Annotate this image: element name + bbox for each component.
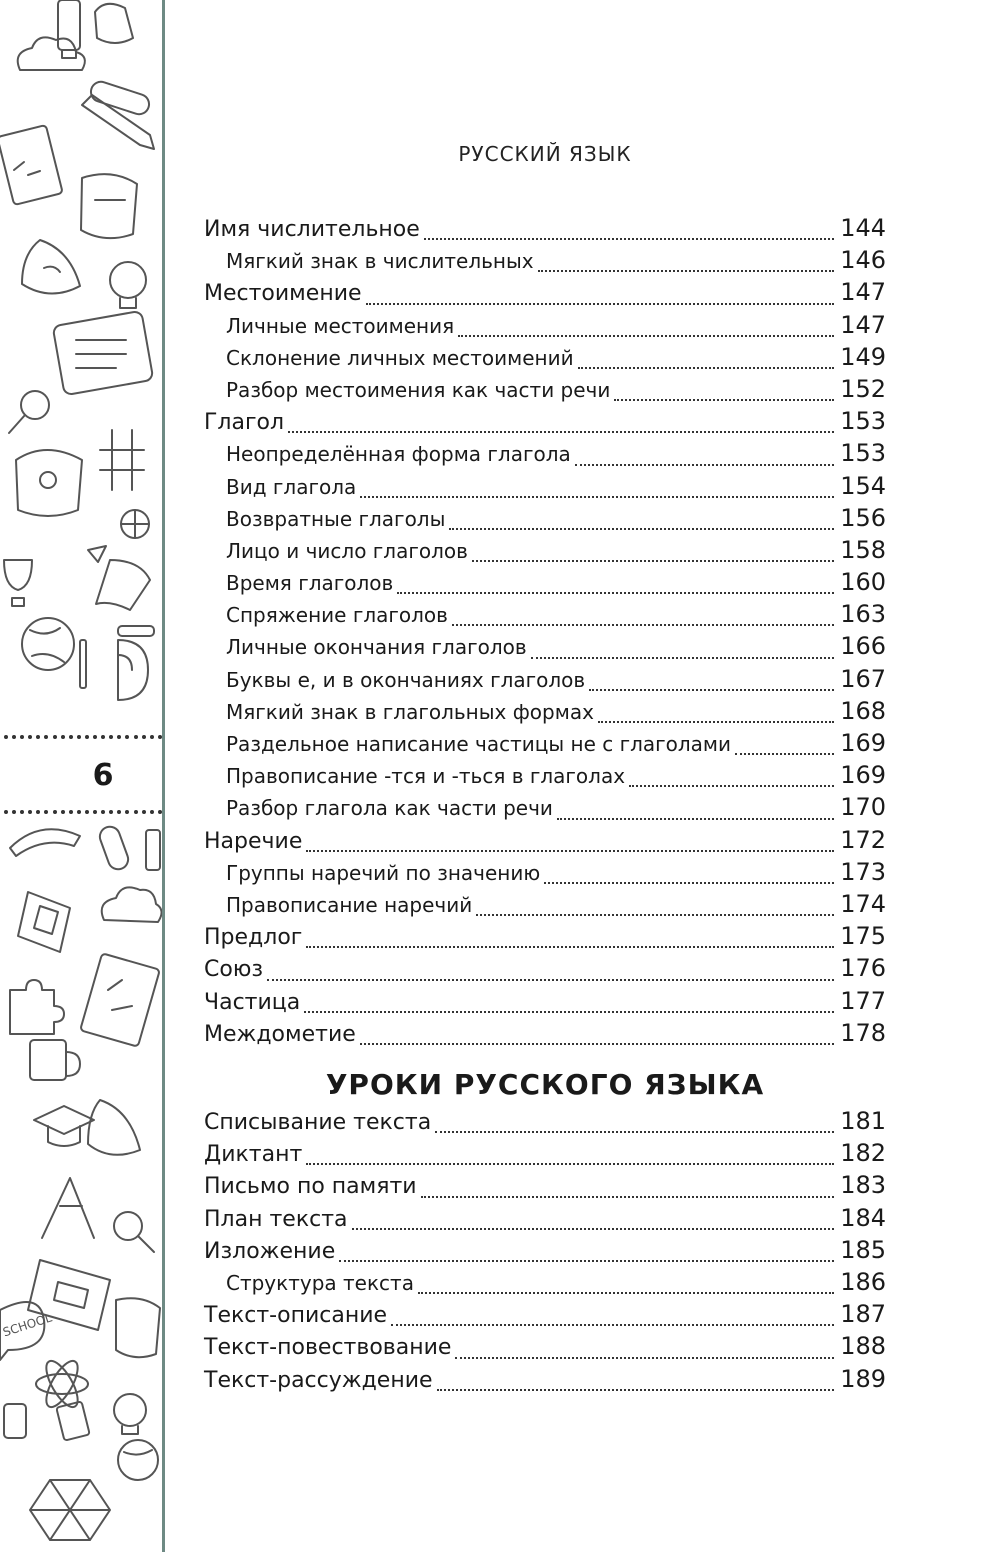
toc-entry-page: 188 <box>840 1332 886 1361</box>
sidebar-border <box>162 0 165 1552</box>
toc-leader-dots <box>589 687 834 691</box>
toc-entry-title: Междометие <box>204 1021 356 1047</box>
toc-entry-page: 167 <box>840 664 886 693</box>
toc-entry-page: 172 <box>840 825 886 854</box>
toc-leader-dots <box>476 912 834 916</box>
toc-leader-dots <box>352 1226 835 1230</box>
toc-leader-dots <box>366 301 834 305</box>
doodle-bulb-2-icon <box>114 1394 146 1434</box>
toc-entry-title: Мягкий знак в глагольных формах <box>226 699 594 724</box>
doodle-magnifier-icon <box>9 391 49 433</box>
toc-leader-dots <box>538 268 834 272</box>
doodle-backpack-3-icon <box>116 1298 160 1357</box>
doodle-ruler-icon <box>80 640 86 688</box>
doodle-trophy-icon <box>4 560 32 606</box>
toc-entry <box>204 214 886 246</box>
toc-entry <box>204 311 886 343</box>
doodle-cloud-2-icon <box>102 887 162 922</box>
toc-leader-dots <box>437 1387 834 1391</box>
toc-entry-page: 181 <box>840 1107 886 1135</box>
doodle-cube-icon <box>30 1480 110 1540</box>
doodle-sharpener-icon <box>4 1404 26 1438</box>
toc-leader-dots <box>449 526 834 530</box>
toc-leader-dots <box>452 622 834 626</box>
doodle-atom-icon <box>36 1356 88 1411</box>
doodle-tablet-icon <box>53 311 154 396</box>
toc-entry-title: Союз <box>204 957 264 983</box>
toc-entry-title: Списывание текста <box>204 1110 432 1135</box>
toc-entry-page: 154 <box>840 471 886 500</box>
toc-entry <box>204 1300 886 1332</box>
toc-entry <box>204 826 886 858</box>
running-head: РУССКИЙ ЯЗЫК <box>458 142 632 166</box>
toc-entry-page: 175 <box>840 922 886 951</box>
toc-entry-title: Время глаголов <box>226 571 394 596</box>
toc-leader-dots <box>339 1258 834 1262</box>
toc-entry-title: Диктант <box>204 1142 303 1168</box>
toc-entry-page: 166 <box>840 632 886 661</box>
toc-main-list <box>204 214 886 1051</box>
toc-entry-title: Текст-рассуждение <box>204 1367 433 1393</box>
doodle-cloud-icon <box>18 37 85 70</box>
dotted-separator-top <box>4 733 162 741</box>
toc-entry-page: 174 <box>840 889 886 918</box>
toc-lessons-list <box>204 1107 886 1397</box>
toc-entry-title: Имя числительное <box>204 217 420 242</box>
toc-entry-page: 168 <box>840 696 886 725</box>
toc-entry-page: 144 <box>840 214 886 242</box>
toc-entry-page: 186 <box>840 1267 886 1296</box>
toc-entry <box>204 600 886 632</box>
toc-entry-title: Текст-повествование <box>204 1335 452 1361</box>
toc-leader-dots <box>421 1194 834 1198</box>
toc-entry-title: Вид глагола <box>226 474 357 499</box>
toc-entry-title: Возвратные глаголы <box>226 506 446 531</box>
toc-entry-page: 173 <box>840 857 886 886</box>
toc-leader-dots <box>455 1355 834 1359</box>
toc-entry <box>204 1139 886 1171</box>
toc-entry-title: Разбор местоимения как части речи <box>226 377 611 402</box>
decorative-sidebar <box>0 0 164 1552</box>
toc-entry-page: 189 <box>840 1364 886 1393</box>
toc-entry-title: Правописание -тся и -ться в глаголах <box>226 764 626 789</box>
toc-entry <box>204 1332 886 1364</box>
toc-leader-dots <box>397 590 834 594</box>
doodle-globe-2-icon <box>118 1440 158 1480</box>
toc-entry-title: Наречие <box>204 828 303 854</box>
toc-entry-title: План текста <box>204 1206 348 1232</box>
toc-entry-title: Разбор глагола как части речи <box>226 796 553 821</box>
toc-entry-page: 183 <box>840 1171 886 1200</box>
doodle-globe-icon <box>22 618 74 670</box>
toc-entry <box>204 439 886 471</box>
doodle-tictactoe-icon <box>100 430 144 490</box>
toc-leader-dots <box>267 977 834 981</box>
toc-entry-page: 169 <box>840 761 886 790</box>
doodle-paper-plane-icon <box>88 546 106 562</box>
doodle-tube-2-icon <box>118 626 154 636</box>
doodle-puzzle-icon <box>10 980 64 1034</box>
toc-entry-title: Предлог <box>204 925 303 951</box>
toc-entry-page: 146 <box>840 246 886 275</box>
toc-leader-dots <box>391 1322 834 1326</box>
toc-entry-page: 153 <box>840 407 886 436</box>
toc-entry <box>204 761 886 793</box>
toc-entry <box>204 536 886 568</box>
toc-entry-page: 169 <box>840 729 886 757</box>
doodle-tube-icon <box>58 0 80 58</box>
doodle-board-2-icon <box>80 953 160 1046</box>
toc-entry-page: 182 <box>840 1139 886 1168</box>
doodle-backpack-2-icon <box>16 450 82 516</box>
toc-leader-dots <box>472 558 834 562</box>
toc-entry-title: Письмо по памяти <box>204 1174 417 1200</box>
toc-entry <box>204 922 886 954</box>
doodle-magnifier-2-icon <box>114 1212 154 1252</box>
toc-entry-title: Текст-описание <box>204 1303 388 1329</box>
toc-entry-page: 160 <box>840 568 886 597</box>
toc-leader-dots <box>306 1161 834 1165</box>
section-heading: УРОКИ РУССКОГО ЯЗЫКА <box>325 1068 765 1101</box>
toc-entry <box>204 793 886 825</box>
toc-leader-dots <box>306 944 834 948</box>
toc-leader-dots <box>614 397 834 401</box>
toc-entry-title: Правописание наречий <box>226 892 473 917</box>
toc-entry <box>204 246 886 278</box>
toc-entry-title: Склонение личных местоимений <box>226 345 574 370</box>
doodle-mug-icon <box>30 1040 80 1080</box>
toc-entry <box>204 375 886 407</box>
toc-entry-title: Структура текста <box>226 1270 414 1295</box>
doodle-book-icon <box>18 892 70 952</box>
doodle-grad-cap-icon <box>34 1106 94 1146</box>
toc-entry-title: Глагол <box>204 410 285 436</box>
toc-entry-page: 158 <box>840 535 886 564</box>
toc-entry-title: Изложение <box>204 1238 336 1264</box>
doodle-protractor-icon <box>118 640 148 700</box>
toc-entry-page: 177 <box>840 986 886 1015</box>
toc-entry-title: Спряжение глаголов <box>226 603 448 628</box>
toc-entry-title: Буквы е, и в окончаниях глаголов <box>226 667 586 692</box>
doodle-board-icon <box>0 125 63 205</box>
toc-entry <box>204 568 886 600</box>
toc-leader-dots <box>557 816 834 820</box>
toc-entry <box>204 1107 886 1139</box>
doodle-rocket-2-icon <box>88 1100 140 1155</box>
toc-entry <box>204 407 886 439</box>
toc-entry <box>204 954 886 986</box>
doodle-pencil-icon <box>82 95 154 149</box>
toc-leader-dots <box>360 494 834 498</box>
doodle-bulb-icon <box>110 262 146 308</box>
doodle-glue-icon <box>146 830 160 870</box>
toc-leader-dots <box>735 751 834 755</box>
toc-entry-title: Неопределённая форма глагола <box>226 442 571 467</box>
toc-entry-title: Раздельное написание частицы не с глаголами <box>226 732 732 756</box>
doodle-eraser-icon <box>97 824 131 872</box>
doodle-backpack-icon <box>81 174 137 238</box>
doodle-school-label: SCHOOL <box>1 1310 54 1340</box>
toc-entry-page: 147 <box>840 310 886 339</box>
toc-entry-page: 156 <box>840 503 886 532</box>
toc-entry-page: 178 <box>840 1018 886 1047</box>
toc-entry <box>204 1268 886 1300</box>
toc-leader-dots <box>575 462 834 466</box>
toc-entry-page: 170 <box>840 793 886 822</box>
dotted-separator-bottom <box>4 808 162 816</box>
toc-leader-dots <box>598 719 834 723</box>
doodle-scroll-2-icon <box>10 829 80 856</box>
doodle-bag-icon <box>95 4 133 43</box>
toc-entry <box>204 472 886 504</box>
page-number: 6 <box>92 758 114 793</box>
toc-entry <box>204 1236 886 1268</box>
toc-entry <box>204 890 886 922</box>
toc-entry-page: 184 <box>840 1203 886 1232</box>
toc-leader-dots <box>629 783 834 787</box>
toc-leader-dots <box>435 1129 834 1133</box>
doodle-scroll-icon <box>96 560 150 610</box>
toc-entry-page: 153 <box>840 439 886 468</box>
toc-entry-title: Личные местоимения <box>226 313 455 338</box>
toc-entry-page: 152 <box>840 374 886 403</box>
toc-leader-dots <box>306 848 834 852</box>
toc-leader-dots <box>360 1041 834 1045</box>
toc-leader-dots <box>424 236 834 240</box>
toc-leader-dots <box>531 655 834 659</box>
toc-entry-page: 163 <box>840 600 886 629</box>
toc-entry <box>204 343 886 375</box>
toc-entry <box>204 632 886 664</box>
toc-entry-title: Лицо и число глаголов <box>226 538 468 563</box>
toc-entry <box>204 1171 886 1203</box>
doodle-ball-icon <box>121 510 149 538</box>
toc-entry-page: 187 <box>840 1300 886 1329</box>
toc-entry-page: 149 <box>840 342 886 371</box>
toc-entry-page: 185 <box>840 1235 886 1264</box>
toc-entry-page: 147 <box>840 278 886 307</box>
toc-entry <box>204 987 886 1019</box>
toc-entry <box>204 1019 886 1051</box>
toc-entry <box>204 665 886 697</box>
toc-entry <box>204 1365 886 1397</box>
toc-leader-dots <box>418 1290 834 1294</box>
toc-entry-title: Личные окончания глаголов <box>226 635 527 660</box>
toc-entry <box>204 729 886 761</box>
toc-entry <box>204 1204 886 1236</box>
toc-entry <box>204 697 886 729</box>
toc-entry-title: Группы наречий по значению <box>226 860 541 885</box>
toc-leader-dots <box>458 333 834 337</box>
toc-entry-title: Мягкий знак в числительных <box>226 249 534 274</box>
toc-entry <box>204 504 886 536</box>
toc-entry-title: Частица <box>204 989 301 1015</box>
toc-entry <box>204 858 886 890</box>
toc-leader-dots <box>578 365 834 369</box>
doodle-compass-icon <box>42 1178 94 1238</box>
toc-entry-page: 176 <box>840 954 886 983</box>
toc-entry-title: Местоимение <box>204 281 362 307</box>
toc-leader-dots <box>304 1009 834 1013</box>
toc-entry <box>204 278 886 310</box>
toc-leader-dots <box>288 429 834 433</box>
toc-leader-dots <box>544 880 834 884</box>
doodle-rocket-icon <box>22 240 80 294</box>
